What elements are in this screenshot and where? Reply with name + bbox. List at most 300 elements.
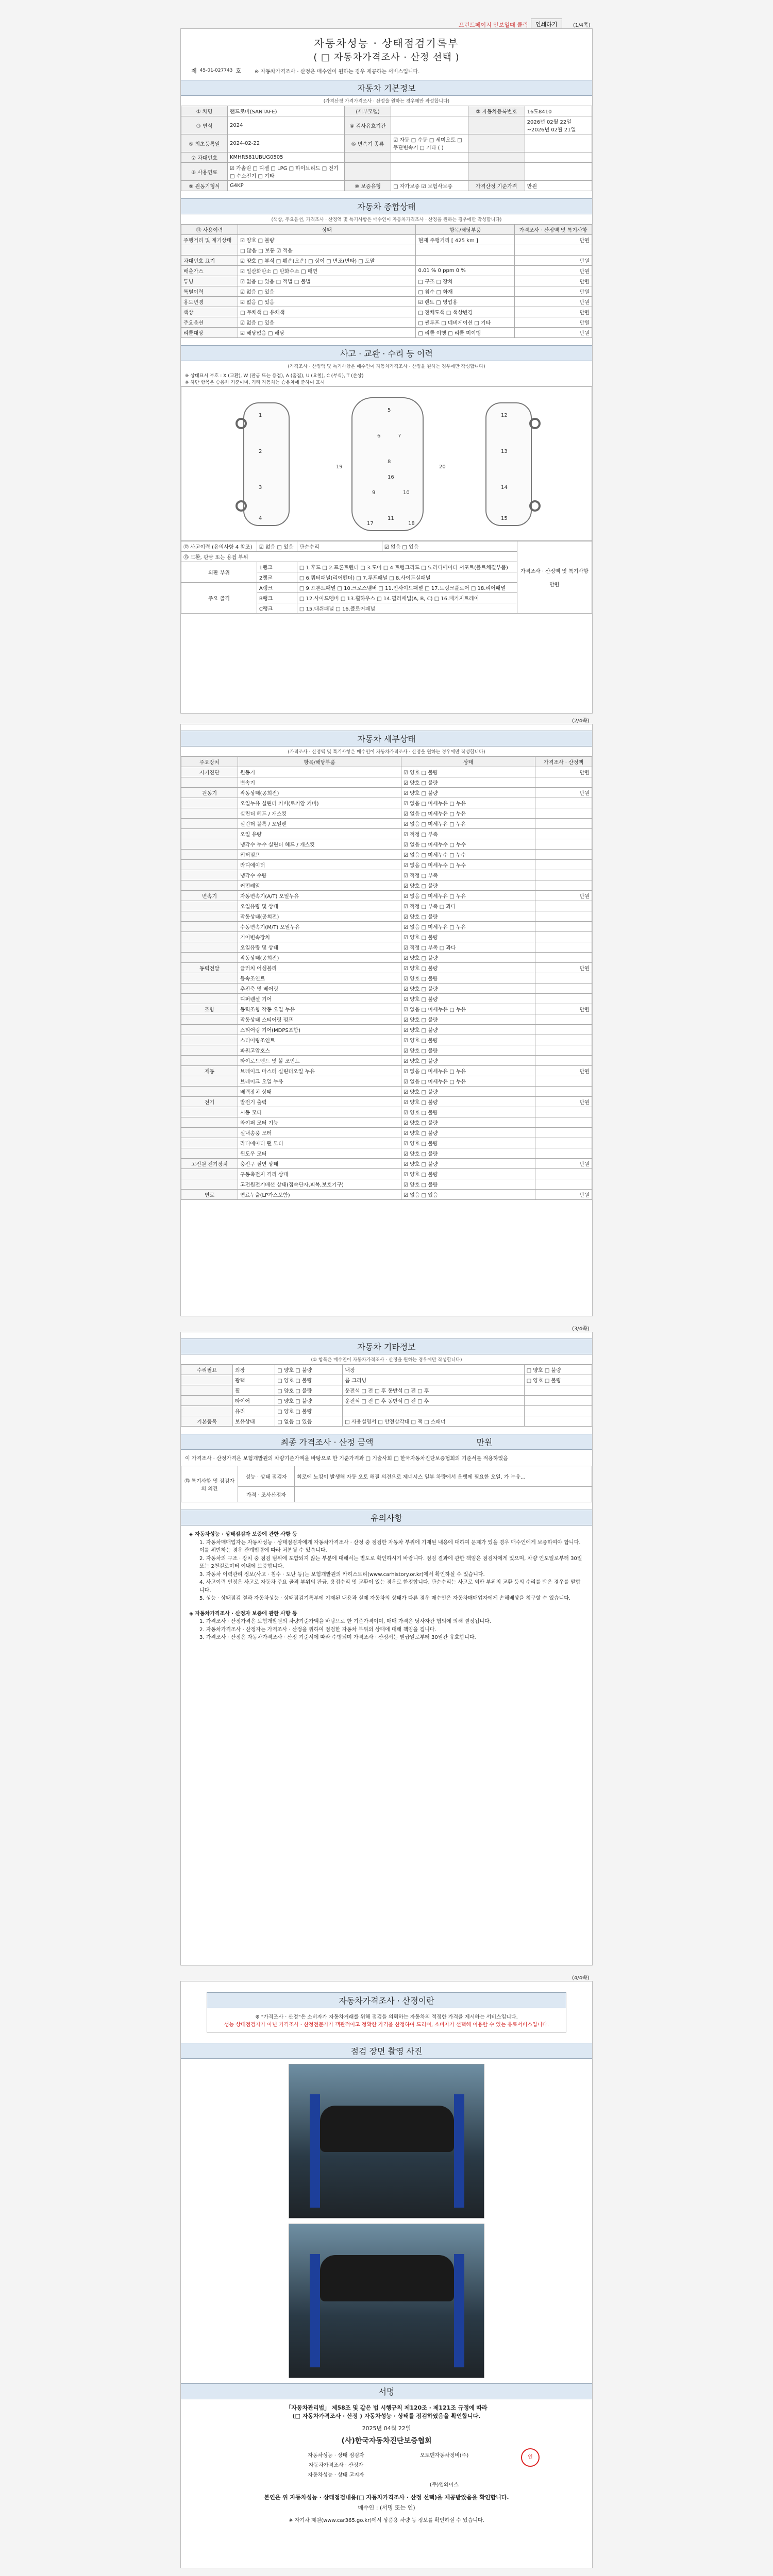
detail-cell: ☑ 없음 □ 미세누유 □ 누유 xyxy=(401,808,535,819)
detail-row xyxy=(181,860,592,870)
detail-cell: 냉각수 누수 실린더 헤드 / 개스킷 xyxy=(238,839,401,850)
photo-title: 점검 장면 촬영 사진 xyxy=(181,2043,592,2059)
detail-cell: 수동변속기(M/T) 오일누유 xyxy=(238,922,401,932)
detail-cell: ☑ 적정 □ 부족 □ 과다 xyxy=(401,901,535,911)
detail-cell xyxy=(535,942,592,953)
detail-cell xyxy=(181,798,238,808)
detail-cell xyxy=(181,1128,238,1138)
main-frame-label: 주요 골격 xyxy=(181,583,257,614)
detail-cell: 자동변속기(A/T) 오일누유 xyxy=(238,891,401,901)
detail-table xyxy=(181,756,592,1200)
detail-cell xyxy=(535,1076,592,1087)
service-text xyxy=(207,2008,566,2032)
detail-cell: 냉각수 수량 xyxy=(238,870,401,880)
detail-cell: ☑ 적정 □ 부족 xyxy=(401,829,535,839)
detail-cell: 시동 모터 xyxy=(238,1107,401,1117)
overall-cell: 만원 xyxy=(515,235,592,245)
caution-q1: 1. 가격조사 · 산정가격은 보험개발원의 차량기준가액을 바탕으로 한 기준가격이며, 매매 가격은 당사자간 협의에 의해 결정됩니다. xyxy=(199,1619,491,1624)
basic-value: 랜드로버(SANTAFE) xyxy=(228,106,345,116)
price-unit: 만원 xyxy=(476,1437,493,1447)
rank-items: □ 12.사이드멤버 □ 13.휠하우스 □ 14.필러패널(A, B, C) □ 16.패키지트레이 xyxy=(297,593,517,603)
detail-cell: 작동상태(공회전) xyxy=(238,911,401,922)
detail-cell: 파워고압호스 xyxy=(238,1045,401,1056)
lift-post xyxy=(310,2254,320,2367)
part-number: 3 xyxy=(259,485,262,490)
docno: 45-01-027743 xyxy=(199,68,233,73)
detail-row xyxy=(181,870,592,880)
other-cell xyxy=(524,1385,592,1396)
part-number: 15 xyxy=(501,516,508,521)
overall-cell: □ 리콜 이행 □ 리콜 미이행 xyxy=(416,328,515,338)
detail-cell xyxy=(181,1014,238,1025)
detail-cell: ☑ 양호 □ 불량 xyxy=(401,777,535,788)
detail-cell xyxy=(535,850,592,860)
detail-row xyxy=(181,1004,592,1014)
other-cell: □ 양호 □ 불량 xyxy=(275,1365,343,1375)
caution-p4: 4. 사고이력 인정은 사고로 자동차 주요 골격 부위의 판금, 용접수리 및 교환이 있는 경우로 한정합니다. 단순수리는 사고로 외판 부위의 교환 등의 수리를 받은 경우를 말합니다. xyxy=(199,1580,581,1594)
sign-r1-label: 자동차성능 · 상태 점검자 xyxy=(308,2453,364,2459)
detail-cell: 워터펌프 xyxy=(238,850,401,860)
print-button[interactable]: 인쇄하기 xyxy=(531,19,562,30)
rank-items: □ 15.대쉬패널 □ 16.플로어패널 xyxy=(297,603,517,614)
detail-cell xyxy=(181,1056,238,1066)
detail-cell: ☑ 없음 □ 미세누수 □ 누수 xyxy=(401,850,535,860)
detail-cell xyxy=(181,1087,238,1097)
detail-cell xyxy=(181,860,238,870)
detail-cell xyxy=(535,798,592,808)
basic-label: ⑨ 원동기형식 xyxy=(181,181,228,191)
other-row xyxy=(181,1406,592,1416)
part-number: 9 xyxy=(372,490,376,496)
other-cell: □ 양호 □ 불량 xyxy=(275,1385,343,1396)
overall-cell: 만원 xyxy=(515,307,592,317)
detail-row xyxy=(181,1117,592,1128)
basic-value xyxy=(391,163,468,181)
detail-cell: 고전원전기배선 상태(접속단자,피복,보호기구) xyxy=(238,1179,401,1190)
rank-label: C랭크 xyxy=(257,603,297,614)
detail-cell xyxy=(535,1107,592,1117)
detail-cell xyxy=(181,1138,238,1148)
other-row xyxy=(181,1396,592,1406)
detail-cell: 변속기 xyxy=(181,891,238,901)
overall-head-cell: 상태 xyxy=(238,225,416,235)
detail-cell: ☑ 없음 □ 미세누유 □ 누유 xyxy=(401,1004,535,1014)
detail-cell: ☑ 양호 □ 불량 xyxy=(401,1097,535,1107)
overall-cell xyxy=(515,245,592,256)
detail-cell xyxy=(181,1076,238,1087)
caution-q2: 2. 자동차가격조사 · 산정자는 가격조사 · 산정을 위하여 점검한 자동차 부위의 상태에 대해 책임을 집니다. xyxy=(199,1626,436,1633)
detail-row xyxy=(181,1025,592,1035)
detail-cell xyxy=(181,850,238,860)
detail-row xyxy=(181,1097,592,1107)
basic-label xyxy=(468,152,525,163)
detail-row xyxy=(181,932,592,942)
detail-cell: 윈도우 모터 xyxy=(238,1148,401,1159)
detail-cell xyxy=(181,880,238,891)
overall-cell: 배출가스 xyxy=(181,266,238,276)
detail-cell xyxy=(181,839,238,850)
overall-cell: 색상 xyxy=(181,307,238,317)
other-cell: 타이어 xyxy=(233,1396,275,1406)
detail-cell: 동력조향 작동 오일 누유 xyxy=(238,1004,401,1014)
detail-row xyxy=(181,1014,592,1025)
overall-cell: 만원 xyxy=(515,286,592,297)
service-text2: 성능 상태점검자가 아닌 가격조사 · 산정전문가가 객관적이고 정확한 가격을 산정하여 드리며, 소비자가 선택해 이용할 수 있는 유료서비스입니다. xyxy=(224,2022,549,2028)
basic-row xyxy=(181,181,592,191)
detail-cell: 브레이크 마스터 실린더오일 누유 xyxy=(238,1066,401,1076)
simple-repair-value: ☑ 없음 □ 있음 xyxy=(382,541,517,552)
detail-cell: ☑ 양호 □ 불량 xyxy=(401,1117,535,1128)
basic-label xyxy=(345,163,391,181)
price-title: 최종 가격조사 · 산정 금액 xyxy=(280,1437,374,1447)
detail-cell: 타이로드엔드 및 볼 조인트 xyxy=(238,1056,401,1066)
basic-label: ② 자동차등록번호 xyxy=(468,106,525,116)
detail-row xyxy=(181,901,592,911)
sign-r1-value: 오토맨자동차정비(주) xyxy=(419,2453,469,2459)
detail-cell: 실린더 블록 / 오일팬 xyxy=(238,819,401,829)
overall-cell: ☑ 없음 □ 있음 xyxy=(238,317,416,328)
overall-title: 자동차 종합상태 xyxy=(181,198,592,214)
detail-cell xyxy=(535,777,592,788)
detail-cell: ☑ 양호 □ 불량 xyxy=(401,1138,535,1148)
sign-r2-value xyxy=(394,2460,495,2469)
detail-row xyxy=(181,1169,592,1179)
overall-row xyxy=(181,245,592,256)
detail-cell xyxy=(535,1045,592,1056)
doc-number-row xyxy=(191,66,582,75)
other-table xyxy=(181,1364,592,1427)
service-box xyxy=(207,1992,566,2032)
wheel-icon xyxy=(529,418,541,429)
overall-cell: □ 무채색 □ 유채색 xyxy=(238,307,416,317)
basic-row xyxy=(181,163,592,181)
price-desc: 이 가격조사 · 산정가격은 보험개발원의 차량기준가액을 바탕으로 한 기준가격과 □ 기술사회 □ 한국자동차진단보증협회의 기준서를 적용하였음 xyxy=(185,1456,508,1462)
detail-cell xyxy=(181,1117,238,1128)
basic-row xyxy=(181,106,592,116)
caution-title: 유의사항 xyxy=(181,1510,592,1526)
detail-head-cell: 상태 xyxy=(401,757,535,767)
basic-label: ⑩ 보증유형 xyxy=(345,181,391,191)
detail-cell: 만원 xyxy=(535,1097,592,1107)
detail-cell xyxy=(535,808,592,819)
overall-cell: 만원 xyxy=(515,266,592,276)
detail-cell xyxy=(535,901,592,911)
detail-row xyxy=(181,953,592,963)
detail-row xyxy=(181,1128,592,1138)
basic-value: 2024 xyxy=(228,116,345,134)
detail-cell: 만원 xyxy=(535,767,592,777)
basic-value xyxy=(391,116,468,134)
sign-area xyxy=(181,2399,592,2528)
detail-cell: 연료누출(LP가스포함) xyxy=(238,1190,401,1200)
overall-cell: □ 전체도색 □ 색상변경 xyxy=(416,307,515,317)
overall-cell xyxy=(416,245,515,256)
detail-cell: 와이퍼 모터 기능 xyxy=(238,1117,401,1128)
detail-cell: 작동상태(공회전) xyxy=(238,788,401,798)
page-4 xyxy=(180,1981,593,2568)
detail-head xyxy=(181,757,592,767)
sign-law2: (□ 자동차가격조사 · 산정 ) 자동차성능 · 상태를 점검하였음을 확인합니다. xyxy=(292,2413,481,2419)
overall-cell: 0.01 % 0 ppm 0 % xyxy=(416,266,515,276)
detail-cell: ☑ 양호 □ 불량 xyxy=(401,1025,535,1035)
basic-row xyxy=(181,134,592,152)
car-diagram xyxy=(181,386,592,541)
other-cell: 수리필요 xyxy=(181,1365,233,1375)
part-number: 7 xyxy=(398,433,401,439)
detail-cell: 커먼레일 xyxy=(238,880,401,891)
detail-cell: 발전기 출력 xyxy=(238,1097,401,1107)
detail-cell xyxy=(181,777,238,788)
other-cell: □ 없음 □ 있음 xyxy=(275,1416,343,1427)
caution-p1: 1. 자동차매매업자는 자동차성능 · 상태점검자에게 자동차가격조사 · 산정 중 점검한 자동차 부위에 기재된 내용에 대하여 문제가 있을 경우 매수인에게 보증하여야 합니다. 이를 위반하는 경우 관계법령에 따라 처분될 수 있습니다. xyxy=(199,1539,581,1553)
basic-value: ☑ 가솔린 □ 디젤 □ LPG □ 하이브리드 □ 전기 □ 수소전기 □ 기타 xyxy=(228,163,345,181)
outer-label: 외판 부위 xyxy=(181,562,257,583)
overall-cell: ☑ 양호 □ 부식 □ 훼손(오손) □ 상이 □ 변조(변타) □ 도말 xyxy=(238,256,416,266)
detail-cell: 만원 xyxy=(535,1159,592,1169)
overall-cell: □ 구조 □ 장치 xyxy=(416,276,515,286)
detail-cell xyxy=(181,942,238,953)
detail-cell: ☑ 없음 □ 미세누유 □ 누유 xyxy=(401,891,535,901)
print-notice: 프린트페이지 안보일때 클릭 xyxy=(459,22,528,28)
detail-row xyxy=(181,984,592,994)
detail-cell: 작동상태(공회전) xyxy=(238,953,401,963)
overall-sub: (색상, 주요옵션, 가격조사 · 산정액 및 특기사항은 매수인이 자동차가격조사 · 산정을 원하는 경우에만 작성합니다) xyxy=(271,217,502,223)
part-number: 1 xyxy=(259,413,262,418)
other-cell xyxy=(181,1375,233,1385)
overall-cell: 만원 xyxy=(515,297,592,307)
other-cell: 유리 xyxy=(233,1406,275,1416)
detail-row xyxy=(181,819,592,829)
detail-cell: 브레이크 오일 누유 xyxy=(238,1076,401,1087)
detail-cell xyxy=(535,994,592,1004)
part-number: 13 xyxy=(501,449,508,454)
other-cell: □ 양호 □ 불량 xyxy=(275,1396,343,1406)
detail-cell: 구동축전지 격리 상태 xyxy=(238,1169,401,1179)
detail-cell xyxy=(535,860,592,870)
detail-cell: 만원 xyxy=(535,963,592,973)
other-cell: 운전석 □ 전 □ 후 동반석 □ 전 □ 후 xyxy=(343,1385,524,1396)
basic-row xyxy=(181,152,592,163)
basic-value xyxy=(525,163,592,181)
detail-cell xyxy=(181,1035,238,1045)
overall-cell: □ 많음 □ 보통 ☑ 적음 xyxy=(238,245,416,256)
sign-r3-value xyxy=(394,2469,495,2479)
other-cell: 보유상태 xyxy=(233,1416,275,1427)
detail-title: 자동차 세부상태 xyxy=(181,731,592,747)
detail-cell: 실린더 헤드 / 개스킷 xyxy=(238,808,401,819)
lift-post xyxy=(454,2094,464,2208)
rank-items: □ 1.후드 □ 2.프론트펜더 □ 3.도어 □ 4.트렁크리드 □ 5.라디에이터 서포트(볼트체결부품) xyxy=(297,562,517,572)
detail-cell: 작동상태 스티어링 펌프 xyxy=(238,1014,401,1025)
accident-history-label: ⑫ 사고이력 (유의사항 4 참조) xyxy=(181,541,257,552)
detail-cell: 오일유량 및 상태 xyxy=(238,901,401,911)
detail-row xyxy=(181,1076,592,1087)
caution-body xyxy=(181,1526,592,1647)
detail-row xyxy=(181,829,592,839)
detail-cell: ☑ 양호 □ 불량 xyxy=(401,984,535,994)
detail-cell: ☑ 양호 □ 불량 xyxy=(401,1014,535,1025)
detail-row xyxy=(181,850,592,860)
sign-date: 2025년 04월 22일 xyxy=(362,2425,411,2432)
accident-price-label: 가격조사 · 산정액 및 특기사항 xyxy=(520,569,589,574)
sign-footer3: ※ 자기차 제원(www.car365.go.kr)에서 상품용 차량 등 정보를 확인하실 수 있습니다. xyxy=(289,2518,484,2523)
detail-cell: ☑ 양호 □ 불량 xyxy=(401,973,535,984)
detail-cell xyxy=(181,922,238,932)
detail-cell: ☑ 없음 □ 미세누유 □ 누유 xyxy=(401,798,535,808)
overall-cell: ☑ 없음 □ 있음 xyxy=(238,297,416,307)
opinion-1-text: 회로에 노킹이 발생해 자동 오토 해결 의견으로 제네시스 일부 차량에서 운행에 필요한 오일. 가 누유... xyxy=(295,1466,592,1487)
detail-cell xyxy=(181,973,238,984)
page-indicator: (1/4쪽) xyxy=(573,23,591,28)
doc-title: 자동차성능 · 상태점검기록부 xyxy=(314,37,459,49)
detail-cell: 충전구 절연 상태 xyxy=(238,1159,401,1169)
overall-row xyxy=(181,297,592,307)
detail-cell: ☑ 양호 □ 불량 xyxy=(401,1035,535,1045)
docno-label: 제 xyxy=(191,67,197,74)
basic-label: ⑦ 차대번호 xyxy=(181,152,228,163)
simple-repair-label: 단순수리 xyxy=(297,541,382,552)
detail-cell: ☑ 양호 □ 불량 xyxy=(401,1087,535,1097)
detail-cell xyxy=(535,1138,592,1148)
detail-cell: 라디에이터 팬 모터 xyxy=(238,1138,401,1148)
detail-cell: 배력장치 상태 xyxy=(238,1087,401,1097)
overall-cell: □ 침수 □ 화재 xyxy=(416,286,515,297)
detail-cell: 등속조인트 xyxy=(238,973,401,984)
page-num: (4/4쪽) xyxy=(572,1975,590,1981)
other-cell: 운전석 □ 전 □ 후 동반석 □ 전 □ 후 xyxy=(343,1396,524,1406)
detail-cell: ☑ 없음 □ 미세누유 □ 누유 xyxy=(401,1076,535,1087)
detail-cell xyxy=(535,829,592,839)
overall-row xyxy=(181,317,592,328)
overall-cell: 만원 xyxy=(515,276,592,286)
detail-row xyxy=(181,963,592,973)
part-number: 4 xyxy=(259,516,262,521)
overall-row xyxy=(181,307,592,317)
basic-value: ☑ 자동 □ 수동 □ 세미오토 □ 무단변속기 □ 기타 ( ) xyxy=(391,134,468,152)
detail-cell xyxy=(535,1087,592,1097)
part-number: 19 xyxy=(336,464,343,470)
legend-line2: ※ 하단 항목은 승용차 기준이며, 기타 자동차는 승용차에 준하여 표시 xyxy=(185,380,325,385)
part-number: 14 xyxy=(501,485,508,490)
service-title: 자동차가격조사 · 산정이란 xyxy=(207,1992,566,2008)
basic-label: (세부모델) xyxy=(345,106,391,116)
part-number: 2 xyxy=(259,449,262,454)
detail-cell xyxy=(181,932,238,942)
detail-cell: 오일 유량 xyxy=(238,829,401,839)
detail-cell xyxy=(535,1035,592,1045)
other-cell xyxy=(524,1406,592,1416)
detail-row xyxy=(181,777,592,788)
detail-row xyxy=(181,1148,592,1159)
overall-head xyxy=(181,225,592,235)
price-title-row xyxy=(181,1434,592,1450)
overall-cell: ☑ 없음 □ 있음 xyxy=(238,286,416,297)
detail-cell: 추진축 및 베어링 xyxy=(238,984,401,994)
detail-cell: 오일누유 실린더 커버(로커암 커버) xyxy=(238,798,401,808)
doc-subtitle: ( □ 자동차가격조사 · 산정 선택 ) xyxy=(313,52,460,63)
overall-cell: 특별이력 xyxy=(181,286,238,297)
overall-head-cell: 가격조사 · 산정액 및 특기사항 xyxy=(515,225,592,235)
detail-head-cell: 항목/해당부품 xyxy=(238,757,401,767)
detail-cell: ☑ 없음 □ 미세누유 □ 누유 xyxy=(401,922,535,932)
detail-row xyxy=(181,1179,592,1190)
detail-row xyxy=(181,1045,592,1056)
detail-cell xyxy=(181,1179,238,1190)
basic-label xyxy=(345,152,391,163)
detail-cell xyxy=(181,1045,238,1056)
detail-row xyxy=(181,798,592,808)
sign-footer2: 매수인 : (서명 또는 인) xyxy=(358,2504,415,2511)
detail-cell xyxy=(181,1148,238,1159)
detail-cell xyxy=(181,994,238,1004)
detail-cell xyxy=(181,870,238,880)
caution-q3: 3. 가격조사 · 산정은 자동차가격조사 · 산정 기준서에 따라 수행되며 가격조사 · 산정서는 발급일로부터 30일간 유효합니다. xyxy=(199,1635,476,1640)
detail-cell xyxy=(535,1117,592,1128)
part-number: 5 xyxy=(388,408,391,413)
overall-cell: ☑ 일산화탄소 □ 탄화수소 □ 매연 xyxy=(238,266,416,276)
detail-cell xyxy=(535,1148,592,1159)
detail-cell: 자기진단 xyxy=(181,767,238,777)
overall-cell: □ 썬루프 □ 네비게이션 □ 기타 xyxy=(416,317,515,328)
detail-cell: ☑ 적정 □ 부족 xyxy=(401,870,535,880)
other-cell: □ 양호 □ 불량 xyxy=(524,1365,592,1375)
lift-post xyxy=(310,2094,320,2208)
basic-value: G4KP xyxy=(228,181,345,191)
detail-cell xyxy=(535,819,592,829)
detail-cell: ☑ 없음 □ 미세누유 □ 누유 xyxy=(401,1066,535,1076)
overall-row xyxy=(181,276,592,286)
detail-cell: ☑ 양호 □ 불량 xyxy=(401,1179,535,1190)
detail-cell xyxy=(535,1179,592,1190)
legend-line1: ※ 상태표시 부호 : X (교환), W (판금 또는 용접), A (흠집), U (요철), C (부식), T (손상) xyxy=(185,374,364,379)
wheel-icon xyxy=(236,500,247,512)
part-number: 12 xyxy=(501,413,508,418)
caution-h2: ◈ 자동차가격조사 · 산정자 보증에 관한 사항 등 xyxy=(189,1611,297,1617)
detail-cell: ☑ 없음 □ 미세누수 □ 누수 xyxy=(401,860,535,870)
accident-title: 사고 · 교환 · 수리 등 이력 xyxy=(181,345,592,361)
basic-label: ① 차명 xyxy=(181,106,228,116)
detail-cell: ☑ 양호 □ 불량 xyxy=(401,953,535,963)
detail-row xyxy=(181,767,592,777)
sign-law: 「자동차관리법」 제58조 및 같은 법 시행규칙 제120조 · 제121조 규정에 따라 xyxy=(285,2404,488,2411)
detail-cell xyxy=(181,1025,238,1035)
opinion-label: ⑬ 특기사항 및 점검자의 의견 xyxy=(181,1466,238,1502)
caution-p2: 2. 자동차의 구조 · 장치 중 점검 범위에 포함되지 않는 부분에 대해서는 별도로 확인하시기 바랍니다. 점검 결과에 관한 책임은 점검자에게 있으며, 차량 인도일로부터 30일 또는 2천킬로미터 이내에 보증합니다. xyxy=(199,1555,582,1569)
overall-head-cell: 항목/해당부품 xyxy=(416,225,515,235)
basic-value xyxy=(391,152,468,163)
detail-cell: ☑ 양호 □ 불량 xyxy=(401,1128,535,1138)
accident-table xyxy=(181,541,592,614)
other-cell xyxy=(524,1396,592,1406)
detail-row xyxy=(181,1190,592,1200)
detail-row xyxy=(181,1159,592,1169)
other-cell: 룸 크리닝 xyxy=(343,1375,524,1385)
detail-cell xyxy=(535,953,592,963)
detail-row xyxy=(181,1107,592,1117)
detail-cell: 만원 xyxy=(535,1004,592,1014)
detail-row xyxy=(181,808,592,819)
detail-row xyxy=(181,1035,592,1045)
rank-label: B랭크 xyxy=(257,593,297,603)
other-row xyxy=(181,1375,592,1385)
detail-cell xyxy=(181,953,238,963)
part-number: 17 xyxy=(367,521,374,527)
detail-row xyxy=(181,911,592,922)
detail-cell: ☑ 없음 □ 미세누수 □ 누수 xyxy=(401,839,535,850)
basic-label: 가격산정 기준가격 xyxy=(468,181,525,191)
overall-cell: 만원 xyxy=(515,317,592,328)
basic-sub: (가격산정 가격가격조사 · 산정을 원하는 경우에만 작성합니다) xyxy=(323,99,450,104)
